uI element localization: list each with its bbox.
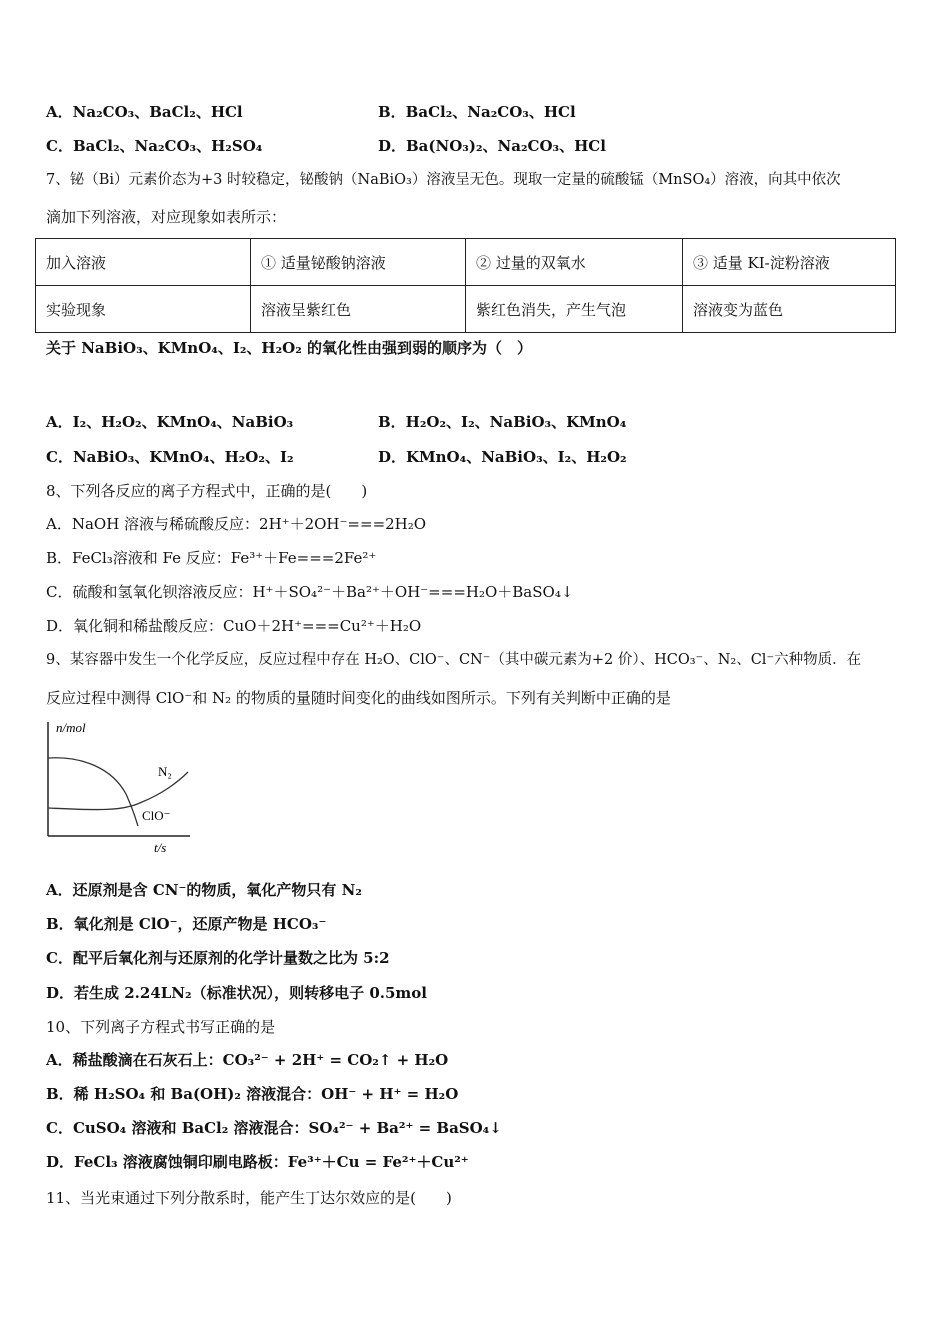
q7-table	[35, 238, 896, 333]
table-cell: ① 适量铋酸钠溶液	[251, 239, 466, 286]
table-cell: 溶液变为蓝色	[683, 286, 896, 333]
q7-stem-line1: 7、铋（Bi）元素价态为+3 时较稳定，铋酸钠（NaBiO₃）溶液呈无色。现取一定量的硫酸锰（MnSO₄）溶液，向其中依次	[46, 172, 841, 188]
q10-option-a: A．稀盐酸滴在石灰石上：CO₃²⁻ + 2H⁺ = CO₂↑ + H₂O	[46, 1051, 449, 1069]
q8-option-c: C．硫酸和氢氧化钡溶液反应：H⁺＋SO₄²⁻＋Ba²⁺＋OH⁻===H₂O＋BaSO₄↓	[46, 583, 574, 601]
q9-option-b: B．氧化剂是 ClO⁻，还原产物是 HCO₃⁻	[46, 915, 327, 933]
q9-option-a: A．还原剂是含 CN⁻的物质，氧化产物只有 N₂	[46, 881, 362, 899]
q10-stem: 10、下列离子方程式书写正确的是	[46, 1018, 276, 1036]
graph-y-label: n/mol	[56, 720, 86, 735]
q6-option-b: B．BaCl₂、Na₂CO₃、HCl	[378, 103, 576, 121]
q9-stem-line2: 反应过程中测得 ClO⁻和 N₂ 的物质的量随时间变化的曲线如图所示。下列有关判断中正确的是	[46, 689, 671, 707]
q7-option-d: D．KMnO₄、NaBiO₃、I₂、H₂O₂	[378, 448, 627, 466]
q8-option-a: A．NaOH 溶液与稀硫酸反应：2H⁺＋2OH⁻===2H₂O	[46, 515, 427, 533]
q8-option-b: B．FeCl₃溶液和 Fe 反应：Fe³⁺＋Fe===2Fe²⁺	[46, 549, 377, 567]
q6-option-c: C．BaCl₂、Na₂CO₃、H₂SO₄	[46, 137, 263, 155]
graph-clo-label: ClO⁻	[142, 808, 171, 823]
q7-option-b: B．H₂O₂、I₂、NaBiO₃、KMnO₄	[378, 413, 627, 431]
q6-option-d: D．Ba(NO₃)₂、Na₂CO₃、HCl	[378, 137, 606, 155]
q7-stem-line2: 滴加下列溶液，对应现象如表所示：	[46, 208, 287, 226]
clo-curve	[48, 758, 138, 826]
q7-option-c: C．NaBiO₃、KMnO₄、H₂O₂、I₂	[46, 448, 294, 466]
q10-option-b: B．稀 H₂SO₄ 和 Ba(OH)₂ 溶液混合：OH⁻ + H⁺ = H₂O	[46, 1085, 459, 1103]
q11-stem: 11、当光束通过下列分散系时，能产生丁达尔效应的是( )	[46, 1189, 452, 1207]
q10-option-c: C．CuSO₄ 溶液和 BaCl₂ 溶液混合：SO₄²⁻ + Ba²⁺ = BaSO₄↓	[46, 1119, 502, 1137]
q7-option-a: A．I₂、H₂O₂、KMnO₄、NaBiO₃	[46, 413, 294, 431]
q8-stem: 8、下列各反应的离子方程式中，正确的是( )	[46, 482, 368, 500]
graph-n2-label: N₂	[158, 764, 172, 779]
table-cell: 实验现象	[36, 286, 251, 333]
graph-x-label: t/s	[154, 840, 167, 855]
q10-option-d: D．FeCl₃ 溶液腐蚀铜印刷电路板：Fe³⁺＋Cu = Fe²⁺＋Cu²⁺	[46, 1153, 469, 1171]
q9-option-c: C．配平后氧化剂与还原剂的化学计量数之比为 5:2	[46, 949, 390, 967]
table-cell: ③ 适量 KI-淀粉溶液	[683, 239, 896, 286]
q7-question: 关于 NaBiO₃、KMnO₄、I₂、H₂O₂ 的氧化性由强到弱的顺序为（ ）	[46, 339, 533, 357]
table-row	[36, 286, 896, 333]
q9-option-d: D．若生成 2.24LN₂（标准状况），则转移电子 0.5mol	[46, 984, 427, 1002]
q8-option-d: D．氧化铜和稀盐酸反应：CuO＋2H⁺===Cu²⁺＋H₂O	[46, 617, 422, 635]
table-cell: ② 过量的双氧水	[466, 239, 683, 286]
table-cell: 溶液呈紫红色	[251, 286, 466, 333]
q9-stem-line1: 9、某容器中发生一个化学反应，反应过程中存在 H₂O、ClO⁻、CN⁻（其中碳元素为+2 价）、HCO₃⁻、N₂、Cl⁻六种物质．在	[46, 652, 862, 668]
q9-graph	[42, 716, 202, 856]
table-cell: 加入溶液	[36, 239, 251, 286]
table-cell: 紫红色消失，产生气泡	[466, 286, 683, 333]
q6-option-a: A．Na₂CO₃、BaCl₂、HCl	[46, 103, 243, 121]
table-row	[36, 239, 896, 286]
